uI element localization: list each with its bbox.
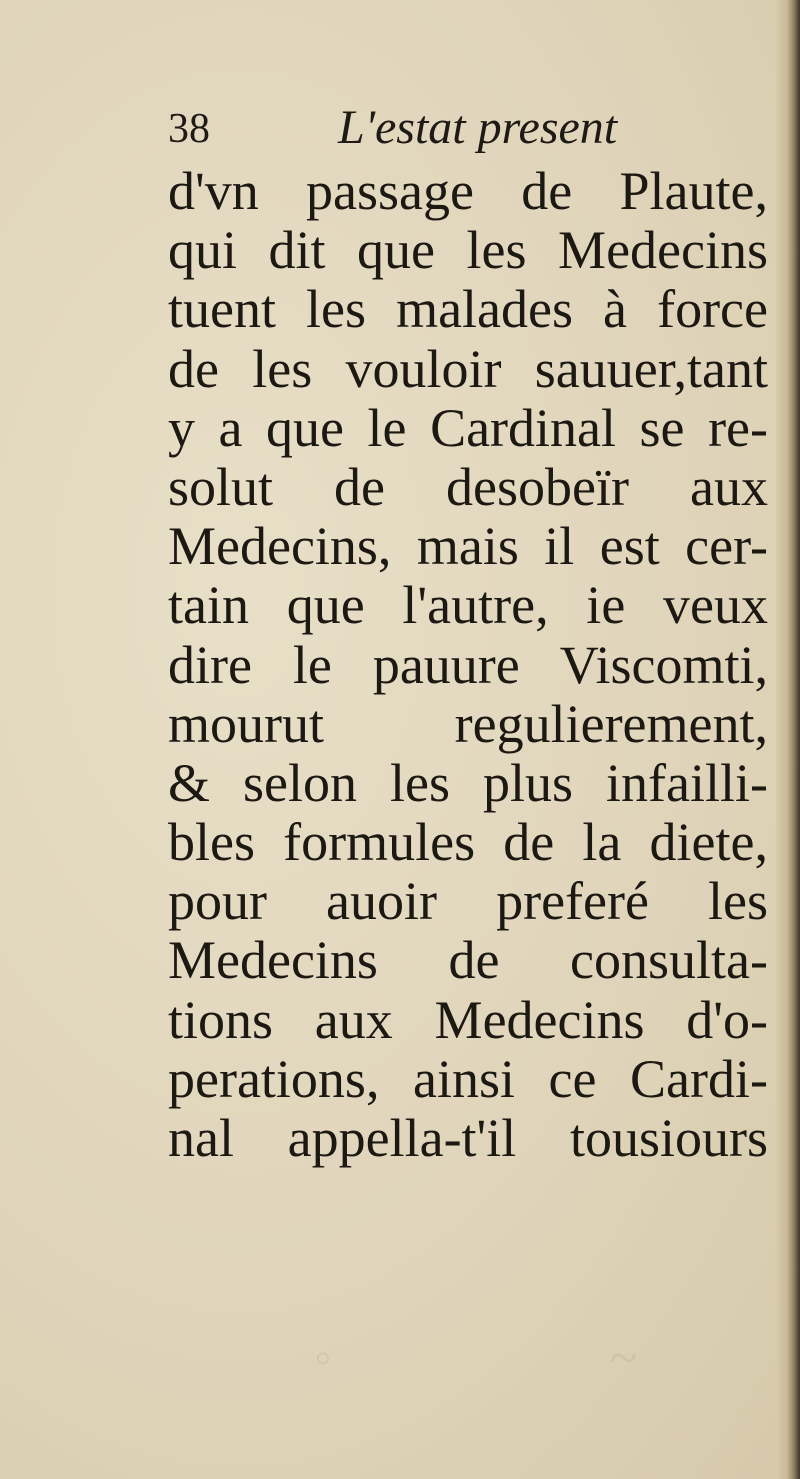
text-line: & selon les plus infailli- [168, 752, 768, 813]
text-line: Medecins, mais il est cer- [168, 516, 768, 577]
text-line: d'vn passage de Plaute, [168, 161, 768, 221]
text-line: y a que le Cardinal se re- [168, 397, 768, 458]
text-line: mourut regulierement, [168, 693, 768, 754]
text-line: dire le pauure Viscomti, [168, 634, 768, 695]
text-line: tions aux Medecins d'o- [168, 989, 768, 1050]
text-line: tain que l'autre, ie veux [168, 575, 768, 636]
running-head: L'estat present [338, 101, 618, 154]
ink-show-through [300, 1328, 780, 1398]
show-through-mark: ◦ [314, 1329, 332, 1385]
text-line: de les vouloir sauuer,tant [168, 338, 768, 399]
text-line: pour auoir preferé les [168, 871, 768, 932]
text-line: perations, ainsi ce Cardi- [168, 1048, 768, 1109]
page-binding-shadow [776, 0, 800, 1479]
text-line: solut de desobeïr aux [168, 456, 768, 517]
text-line: Medecins de consulta- [168, 930, 768, 991]
page-number: 38 [168, 106, 210, 152]
text-body [168, 162, 768, 1168]
text-line: nal appella-t'il tousiours [168, 1108, 768, 1168]
text-line: qui dit que les Medecins [168, 220, 768, 281]
show-through-mark: ~ [610, 1329, 638, 1385]
page-header [168, 100, 728, 160]
text-line: bles formules de la diete, [168, 812, 768, 873]
text-line: tuent les malades à force [168, 279, 768, 340]
